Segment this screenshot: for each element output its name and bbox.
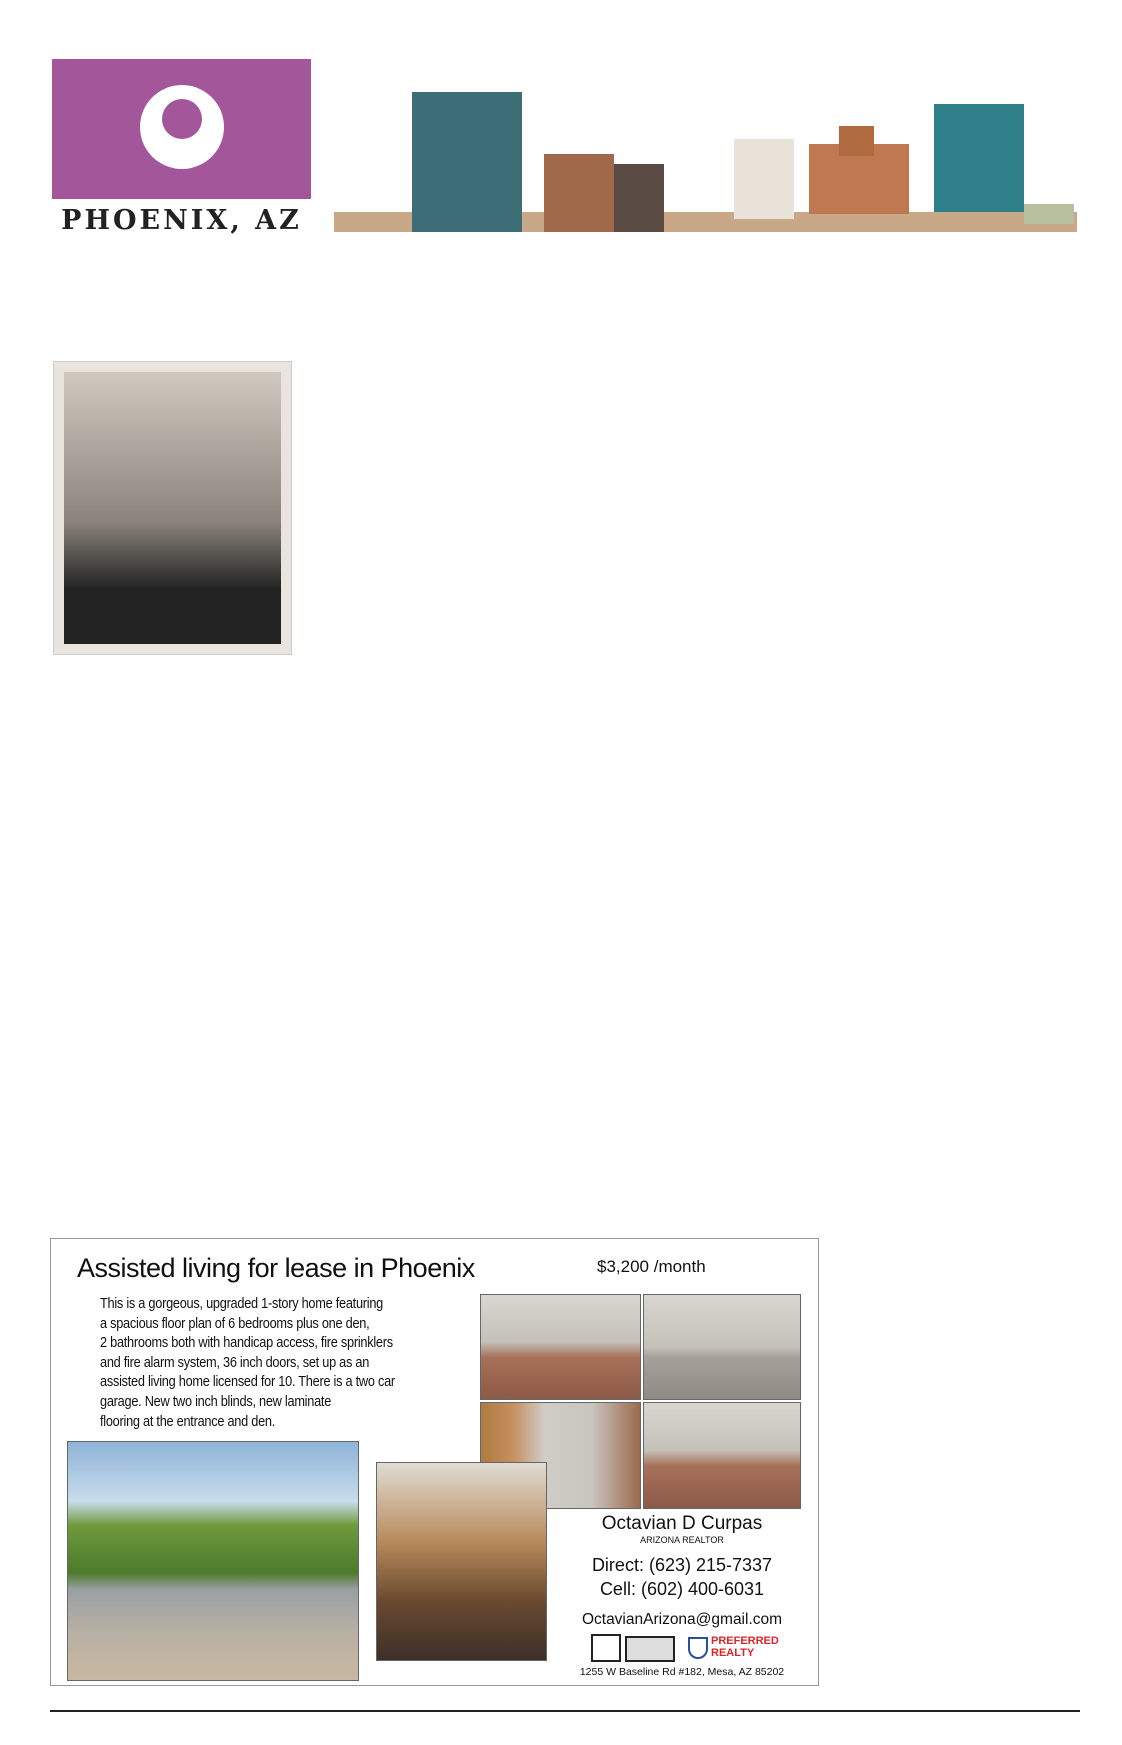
equal-housing-icon bbox=[591, 1634, 621, 1662]
skyline-image bbox=[334, 84, 1077, 232]
dining-room-photo bbox=[643, 1402, 801, 1509]
portrait-photo bbox=[53, 361, 292, 655]
cell-phone: Cell: (602) 400-6031 bbox=[599, 1579, 765, 1599]
us-shield-icon bbox=[688, 1637, 708, 1659]
direct-phone: Direct: (623) 215-7337 bbox=[591, 1555, 773, 1575]
phoenix-bird-icon bbox=[140, 85, 224, 169]
office-address: 1255 W Baseline Rd #182, Mesa, AZ 85202 bbox=[579, 1666, 785, 1678]
brokerage-logo: PREFERRED REALTY bbox=[711, 1635, 779, 1659]
house-exterior-photo bbox=[67, 1441, 359, 1681]
ad-title: Assisted living for lease in Phoenix bbox=[77, 1253, 475, 1283]
city-label: PHOENIX, AZ bbox=[61, 205, 302, 236]
ad-description: This is a gorgeous, upgraded 1-story home featuring a spacious floor plan of 6 bedrooms plus one den, 2 bathrooms both with handicap access, fire sprinklers and fire alarm system, 36 inch doors, set up as an assisted living home licensed for 10. There is a two car garage. New two inch blinds, new laminate flooring at the entrance and den. bbox=[100, 1296, 395, 1430]
lease-advertisement bbox=[50, 1238, 819, 1686]
living-room-photo bbox=[480, 1294, 641, 1400]
agent-name: Octavian D Curpas bbox=[601, 1513, 763, 1534]
bedroom-photo bbox=[643, 1294, 801, 1400]
divider-line bbox=[50, 1710, 1080, 1712]
hallway-photo bbox=[376, 1462, 547, 1661]
ad-price: $3,200 /month bbox=[597, 1257, 706, 1276]
agent-title: ARIZONA REALTOR bbox=[640, 1535, 724, 1545]
phoenix-logo bbox=[52, 59, 311, 199]
agent-email: OctavianArizona@gmail.com bbox=[581, 1611, 783, 1628]
realtor-mls-icon bbox=[625, 1636, 675, 1662]
